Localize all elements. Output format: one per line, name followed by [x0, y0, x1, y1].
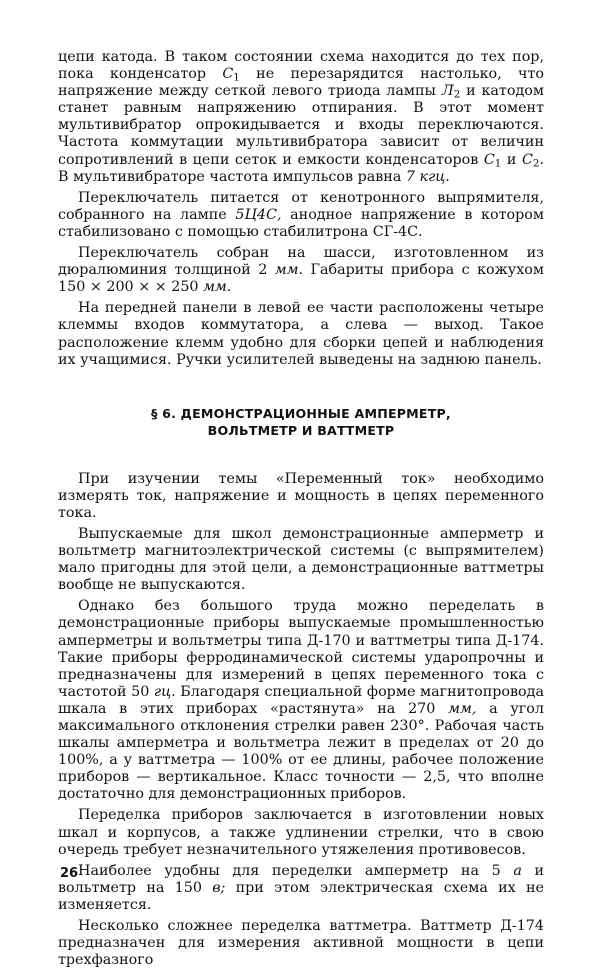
paragraph-9: Наиболее удобны для переделки амперметр на 5 а и вольтметр на 150 в; при этом электрическая схема их не изменяется.	[58, 862, 544, 913]
section-heading-line-1: § 6. ДЕМОНСТРАЦИОННЫЕ АМПЕРМЕТР,	[151, 405, 451, 421]
page-number: 26	[60, 866, 79, 881]
section-heading	[58, 405, 544, 439]
paragraph-5: При изучении темы «Переменный ток» необходимо измерять ток, напряжение и мощность в цепях переменного тока.	[58, 470, 544, 521]
paragraph-3: Переключатель собран на шасси, изготовленном из дюралюминия толщиной 2 мм. Габариты прибора с кожухом 150 × 200 × × 250 мм.	[58, 245, 544, 296]
paragraph-10: Несколько сложнее переделка ваттметра. Ваттметр Д-174 предназначен для измерения активной мощности в цепи трехфазного	[58, 918, 544, 969]
paragraph-8: Переделка приборов заключается в изготовлении новых шкал и корпусов, а также удлинении стрелки, что в свою очередь требует незначительного утяжеления противовесов.	[58, 807, 544, 858]
paragraph-1: цепи катода. В таком состоянии схема находится до тех пор, пока конденсатор $C_1$ не перезарядится настолько, что напряжение между сеткой левого триода лампы $Л_2$ и катодом станет равным напряжению отпирания. В этот момент мультивибратор опрокидывается и входы переключаются. Частота коммутации мультивибратора зависит от величин сопротивлений в цепи сеток и емкости конденсаторов $C_1$ и $C_2$. В мультивибраторе частота импульсов равна 7 кгц.	[58, 49, 545, 185]
section-heading-line-2: ВОЛЬТМЕТР И ВАТТМЕТР	[207, 422, 395, 438]
paragraph-6: Выпускаемые для школ демонстрационные амперметр и вольтметр магнитоэлектрической системы (с выпрямителем) мало пригодны для этой цели, а демонстрационные ваттметры вообще не выпускаются.	[58, 525, 544, 594]
paragraph-7: Однако без большого труда можно переделать в демонстрационные приборы выпускаемые промышленностью амперметры и вольтметры типа Д-170 и ваттметры типа Д-174. Такие приборы ферродинамической системы ударопрочны и предназначены для измерений в цепях переменного тока с частотой 50 гц. Благодаря специальной форме магнитопровода шкала в этих приборах «растянута» на 270 мм, а угол максимального отклонения стрелки равен 230°. Рабочая часть шкалы амперметра и вольтметра лежит в пределах от 20 до 100%, а у ваттметра — 100% от ее длины, рабочее положение приборов — вертикальное. Класс точности — 2,5, что вполне достаточно для демонстрационных приборов.	[58, 598, 544, 803]
page-body	[58, 49, 544, 969]
paragraph-4: На передней панели в левой ее части расположены четыре клеммы входов коммутатора, а слева — выход. Такое расположение клемм удобно для сборки цепей и наблюдения их учащимися. Ручки усилителей выведены на заднюю панель.	[58, 300, 544, 368]
paragraph-2: Переключатель питается от кенотронного выпрямителя, собранного на лампе 5Ц4С, анодное напряжение в котором стабилизовано с помощью стабилитрона СГ-4С.	[58, 189, 544, 240]
